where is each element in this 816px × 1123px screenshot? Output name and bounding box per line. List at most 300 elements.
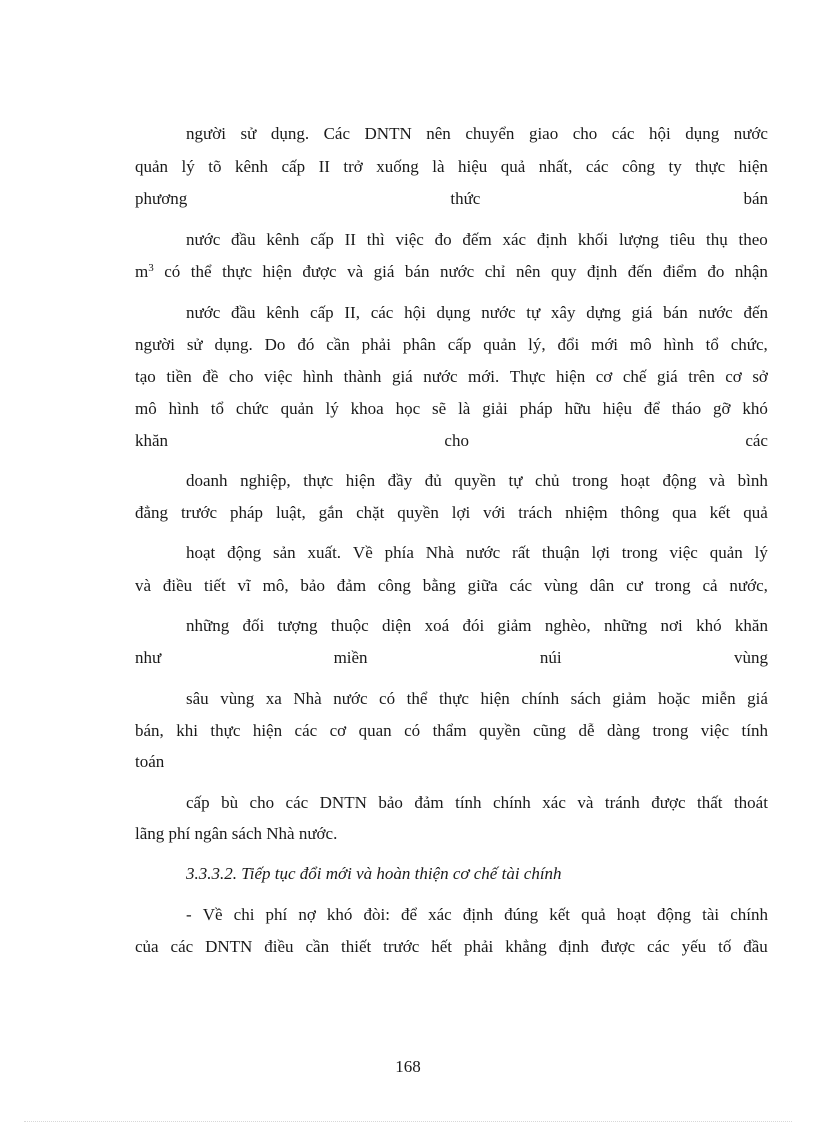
word: khó: [742, 399, 768, 418]
word: lượng: [618, 230, 659, 249]
word: miễn: [701, 689, 736, 708]
word: chính: [521, 689, 560, 708]
word: khó: [696, 616, 722, 635]
word: nghiệp,: [240, 471, 291, 490]
word: doanh: [186, 471, 228, 490]
word: nhận: [734, 262, 768, 281]
text-line: [0, 365, 816, 389]
word: đo: [707, 262, 725, 281]
text-line: [0, 646, 816, 670]
word: thuận: [541, 543, 580, 562]
word: thể: [406, 689, 428, 708]
word: Nhà: [293, 689, 322, 708]
word: lợi: [591, 543, 610, 562]
word: nên: [426, 124, 451, 143]
word: mô,: [262, 576, 289, 595]
word: định: [587, 262, 618, 281]
word: điều: [264, 937, 294, 956]
word: những: [603, 616, 648, 635]
word: trong: [572, 471, 609, 490]
word: trước: [383, 937, 420, 956]
word: phải: [361, 335, 391, 354]
word: đề: [202, 367, 219, 386]
word: gắn: [318, 503, 344, 522]
word: thuộc: [330, 616, 369, 635]
word: hiện: [262, 262, 292, 281]
word: công: [621, 157, 655, 176]
text-line: [0, 228, 816, 252]
word: quyền: [454, 471, 496, 490]
text-line: [0, 750, 816, 774]
word: sách: [570, 689, 601, 708]
word: và: [577, 793, 594, 812]
word: các: [170, 937, 194, 956]
word: tiết: [203, 576, 226, 595]
word: cho: [572, 124, 598, 143]
word: kết: [709, 503, 731, 522]
word: chi: [233, 905, 255, 924]
word: kết: [549, 905, 570, 924]
word: quả: [500, 157, 526, 176]
word: bảo: [378, 793, 403, 812]
word: giá: [373, 262, 395, 281]
word: xác: [502, 230, 527, 249]
word: lãng phí ngân sách Nhà nước.: [135, 824, 338, 843]
word: hữu: [564, 399, 591, 418]
word: bình: [737, 471, 768, 490]
word: đầu: [231, 230, 256, 249]
word: được: [302, 262, 337, 281]
word: xa: [265, 689, 282, 708]
word: đếm: [462, 230, 492, 249]
word: các: [285, 793, 309, 812]
word: bảo: [300, 576, 325, 595]
word: chính: [730, 905, 768, 924]
word: cư: [626, 576, 643, 595]
word: tính: [455, 793, 482, 812]
word: tố: [718, 937, 732, 956]
word: lý: [325, 399, 339, 418]
word: nước: [465, 543, 501, 562]
word: chỉ: [484, 262, 506, 281]
word: cấp: [310, 230, 334, 249]
word: đến: [743, 303, 768, 322]
word: giá: [747, 689, 768, 708]
word: -: [186, 905, 192, 924]
word: hoặc: [657, 689, 691, 708]
word: bán: [404, 262, 430, 281]
word: tõ: [208, 157, 222, 176]
word: cấp: [281, 157, 306, 176]
word: đói: [462, 616, 485, 635]
word: kênh: [266, 303, 300, 322]
text-line: [0, 935, 816, 959]
word: hoạt: [616, 905, 646, 924]
word: cả: [702, 576, 718, 595]
word: nước: [186, 303, 221, 322]
word: dân: [589, 576, 615, 595]
word: đủ: [424, 471, 442, 490]
word: mới: [591, 335, 619, 354]
word: Do: [264, 335, 286, 354]
word: cơ: [725, 367, 742, 386]
word: giá: [391, 367, 413, 386]
word: xây: [550, 303, 576, 322]
word: định: [462, 905, 494, 924]
word: tránh: [604, 793, 640, 812]
text-line: [0, 122, 816, 146]
word: thành: [343, 367, 382, 386]
word: chủ: [535, 471, 560, 490]
word: thì: [366, 230, 385, 249]
word: thể: [190, 262, 212, 281]
word: trong: [654, 576, 691, 595]
word: kênh: [234, 157, 269, 176]
word: bù: [221, 793, 239, 812]
word: khó: [326, 905, 353, 924]
word: đối: [242, 616, 265, 635]
text-line: [0, 614, 816, 638]
word: núi: [539, 648, 562, 667]
word: thực: [438, 689, 469, 708]
word: xoá: [424, 616, 450, 635]
word: toán: [135, 752, 165, 771]
word: II: [318, 157, 330, 176]
word: DNTN: [205, 937, 253, 956]
word: Nhà: [425, 543, 455, 562]
word: nên: [515, 262, 541, 281]
word: thực: [695, 157, 726, 176]
word: yếu: [681, 937, 707, 956]
word: thoát: [733, 793, 768, 812]
word: hiện: [738, 157, 768, 176]
word: tháo: [671, 399, 702, 418]
word: hiện: [555, 367, 586, 386]
word: hình: [663, 335, 694, 354]
superscript: 3: [148, 262, 154, 274]
word: và: [709, 471, 726, 490]
word: với: [483, 503, 506, 522]
word: Thực: [509, 367, 546, 386]
word: đầy: [387, 471, 413, 490]
word: cấp: [186, 793, 210, 812]
word: gỡ: [712, 399, 731, 418]
word: sử: [186, 335, 203, 354]
word: thụ: [705, 230, 728, 249]
word: khăn: [734, 616, 768, 635]
word: chặt: [356, 503, 385, 522]
word: lợi: [451, 503, 471, 522]
text-line: [0, 791, 816, 815]
word: pháp: [230, 503, 264, 522]
word: chức,: [730, 335, 768, 354]
word: của: [135, 937, 159, 956]
word: cũng: [533, 721, 567, 740]
word: cho: [444, 431, 469, 450]
word: khoa: [350, 399, 384, 418]
word: luật,: [275, 503, 306, 522]
word: lý: [754, 543, 768, 562]
word: đến: [627, 262, 653, 281]
word: động: [227, 543, 262, 562]
word: nước: [333, 689, 368, 708]
word: là: [432, 157, 445, 176]
word: II,: [344, 303, 360, 322]
word: đầu: [230, 303, 256, 322]
word: dụng.: [214, 335, 253, 354]
word: nước: [698, 303, 733, 322]
word: phía: [384, 543, 414, 562]
word: việc: [395, 230, 424, 249]
word: Về: [352, 543, 373, 562]
word: nhất,: [538, 157, 573, 176]
word: để: [643, 399, 660, 418]
word: cần: [305, 937, 330, 956]
word: tiền: [166, 367, 192, 386]
text-line: [0, 541, 816, 565]
word: giảm: [612, 689, 647, 708]
word: tính: [741, 721, 768, 740]
word: hoạt: [620, 471, 650, 490]
word: nước: [423, 367, 458, 386]
word: thất: [696, 793, 723, 812]
word: giá: [631, 303, 653, 322]
word: dụng.: [270, 124, 310, 143]
word: dàng: [606, 721, 641, 740]
word: dụng: [436, 303, 471, 322]
word: sử: [240, 124, 257, 143]
word: sẽ: [432, 399, 447, 418]
word: tự: [526, 303, 541, 322]
word: khối: [577, 230, 609, 249]
word: hiện: [480, 689, 510, 708]
word: trách: [518, 503, 553, 522]
word: đòi:: [363, 905, 390, 924]
word: thẩm: [432, 721, 467, 740]
word: có: [164, 262, 181, 281]
word: trong: [621, 543, 658, 562]
word: việc: [264, 367, 293, 386]
word: mô: [135, 399, 157, 418]
word: người: [135, 335, 175, 354]
word: tạo: [135, 367, 156, 386]
word: hội: [648, 124, 671, 143]
word: quy: [551, 262, 577, 281]
word: tự: [508, 471, 523, 490]
word: định: [536, 230, 568, 249]
word: trước: [180, 503, 218, 522]
word: quyền: [397, 503, 439, 522]
word: thực: [222, 262, 253, 281]
text-line: [0, 469, 816, 493]
word: bằng: [422, 576, 456, 595]
word: nước: [733, 124, 768, 143]
word: theo: [738, 230, 768, 249]
word: phương: [135, 189, 188, 208]
word: có: [379, 689, 396, 708]
word: tượng: [277, 616, 318, 635]
word: hiện: [252, 721, 283, 740]
word: động: [662, 471, 697, 490]
word: là: [458, 399, 471, 418]
word: sản: [273, 543, 296, 562]
word: đảm: [414, 793, 444, 812]
text-line: [0, 397, 816, 421]
word: để: [401, 905, 418, 924]
word: công: [377, 576, 411, 595]
word: khẳng: [505, 937, 547, 956]
word: xác: [542, 793, 566, 812]
word: hình: [302, 367, 334, 386]
word: nơi: [660, 616, 683, 635]
word: các: [294, 721, 318, 740]
word: cho: [228, 367, 254, 386]
word: điểm: [662, 262, 697, 281]
word: tài: [702, 905, 720, 924]
word: cần: [326, 335, 350, 354]
word: quả: [581, 905, 606, 924]
word: đảm: [336, 576, 367, 595]
word: vùng: [733, 648, 768, 667]
word: pháp: [519, 399, 553, 418]
word: tiêu: [669, 230, 696, 249]
word: nước: [481, 303, 516, 322]
text-line: [0, 301, 816, 325]
word: giữa: [467, 576, 498, 595]
word: các: [647, 937, 670, 956]
word: ty: [668, 157, 682, 176]
word: chức: [235, 399, 269, 418]
word: chế: [622, 367, 647, 386]
word: quản: [483, 335, 517, 354]
word: lý: [181, 157, 195, 176]
word: cấp: [447, 335, 472, 354]
word: tổ: [210, 399, 224, 418]
word: những: [186, 616, 230, 635]
word: 3.3.3.2. Tiếp tục đổi mới và hoàn thiện cơ chế tài chính: [186, 864, 562, 883]
word: hiện: [345, 471, 376, 490]
word: nhiệm: [565, 503, 608, 522]
word: miền: [333, 648, 368, 667]
word: diện: [381, 616, 412, 635]
word: Các: [323, 124, 351, 143]
word: tổ: [705, 335, 719, 354]
word: thiết: [341, 937, 372, 956]
word: vùng: [220, 689, 255, 708]
text-line: [0, 862, 816, 886]
word: kênh: [266, 230, 300, 249]
word: $m^3$: [135, 262, 154, 281]
page-bottom-rule: [24, 1121, 792, 1122]
word: bán: [743, 189, 768, 208]
text-line: [0, 429, 816, 453]
word: xuất.: [307, 543, 342, 562]
word: DNTN: [364, 124, 412, 143]
word: nước,: [729, 576, 768, 595]
text-line: [0, 903, 816, 927]
word: có: [404, 721, 421, 740]
word: qua: [672, 503, 697, 522]
word: quản: [135, 157, 169, 176]
word: và: [347, 262, 364, 281]
word: lý,: [528, 335, 546, 354]
word: được: [600, 937, 636, 956]
word: sở: [752, 367, 768, 386]
word: đầu: [743, 937, 768, 956]
word: giao: [528, 124, 559, 143]
word: trên: [688, 367, 715, 386]
word: cơ: [595, 367, 613, 386]
word: điều: [162, 576, 193, 595]
word: cấp: [310, 303, 334, 322]
word: định: [558, 937, 589, 956]
word: sâu: [186, 689, 209, 708]
word: dựng: [586, 303, 621, 322]
word: động: [657, 905, 692, 924]
word: người: [186, 124, 226, 143]
word: và: [135, 576, 152, 595]
word: giá: [656, 367, 678, 386]
page-number: 168: [395, 1057, 421, 1076]
word: chuyển: [465, 124, 515, 143]
word: quản: [280, 399, 314, 418]
word: phân: [402, 335, 436, 354]
word: nước: [186, 230, 221, 249]
word: thực: [210, 721, 241, 740]
word: phải: [463, 937, 494, 956]
word: DNTN: [319, 793, 367, 812]
word: đẳng: [135, 503, 169, 522]
word: các: [611, 124, 635, 143]
word: giảm: [497, 616, 532, 635]
text-line: [0, 260, 816, 284]
word: xuống: [376, 157, 419, 176]
word: hội: [404, 303, 426, 322]
word: chính: [493, 793, 531, 812]
word: trở: [343, 157, 363, 176]
text-line: [0, 687, 816, 711]
word: các: [745, 431, 768, 450]
word: đo: [434, 230, 452, 249]
word: đúng: [504, 905, 539, 924]
word: mô: [629, 335, 652, 354]
word: các: [585, 157, 609, 176]
word: đổi: [557, 335, 580, 354]
word: hết: [431, 937, 453, 956]
word: các: [370, 303, 394, 322]
word: đó: [297, 335, 315, 354]
text-line: [0, 501, 816, 525]
word: học: [395, 399, 421, 418]
word: cơ: [329, 721, 347, 740]
word: các: [509, 576, 533, 595]
text-line: [0, 187, 816, 211]
word: hiệu: [602, 399, 632, 418]
word: bán,: [135, 721, 164, 740]
word: mới.: [468, 367, 500, 386]
word: thức: [450, 189, 481, 208]
word: quản: [709, 543, 743, 562]
word: phí: [265, 905, 288, 924]
word: Về: [202, 905, 223, 924]
word: quan: [358, 721, 392, 740]
word: việc: [700, 721, 730, 740]
text-line: [0, 574, 816, 598]
word: quả: [743, 503, 768, 522]
word: hiệu: [458, 157, 488, 176]
word: dễ: [578, 721, 595, 740]
text-line: [0, 719, 816, 743]
